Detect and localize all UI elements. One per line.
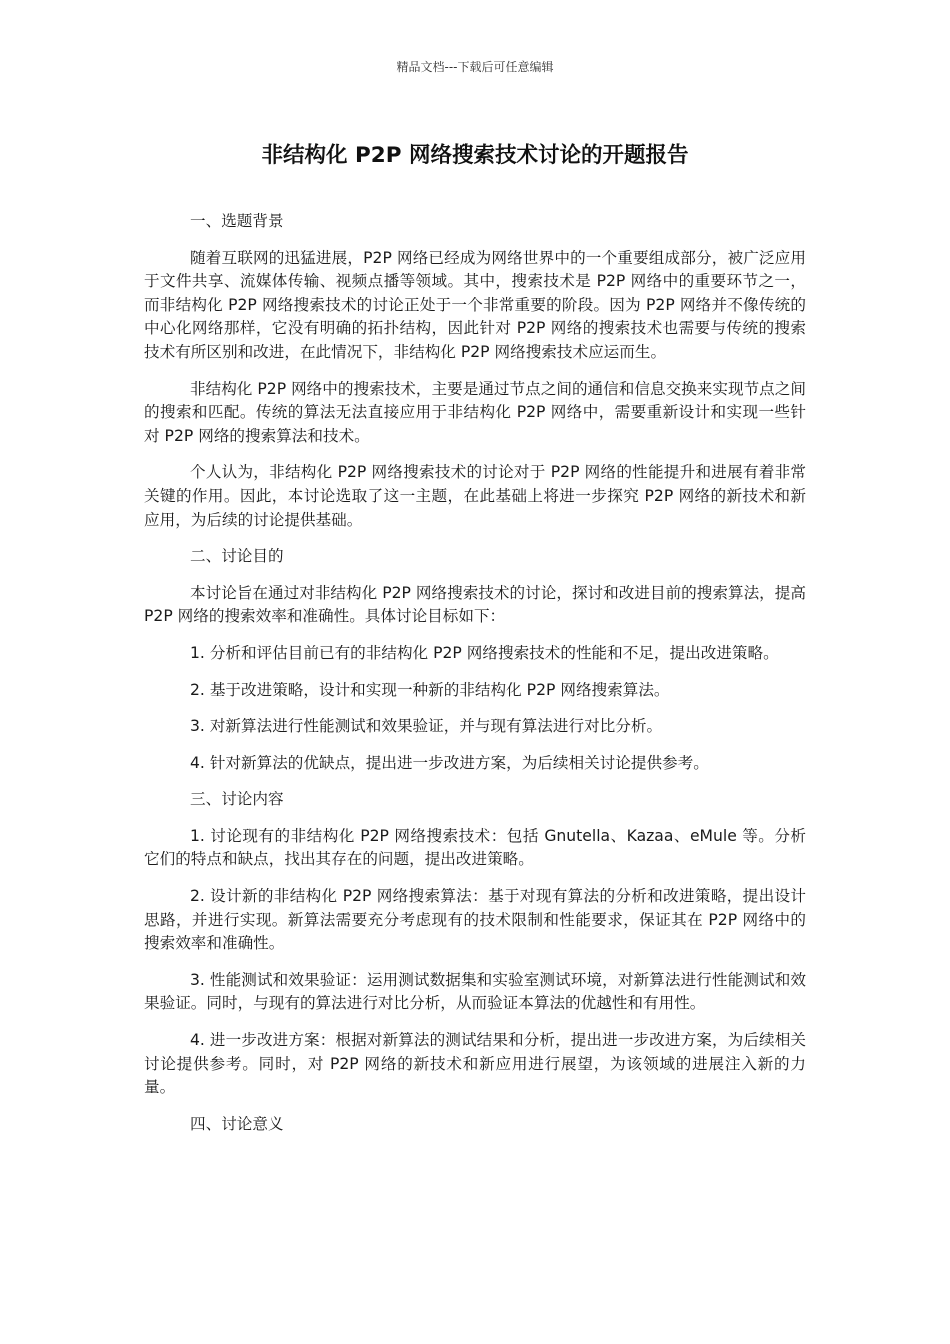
list-item-purpose-3: 3. 对新算法进行性能测试和效果验证，并与现有算法进行对比分析。 (190, 717, 663, 736)
list-item-purpose-4: 4. 针对新算法的优缺点，提出进一步改进方案，为后续相关讨论提供参考。 (190, 753, 709, 772)
document-title: 非结构化 P2P 网络搜索技术讨论的开题报告 (261, 143, 689, 168)
list-item-content-1: 1. 讨论现有的非结构化 P2P 网络搜索技术：包括 Gnutella、Kazaa、eMule 等。分析它们的特点和缺点，找出其存在的问题，提出改进策略。 (144, 826, 806, 869)
section-heading-content: 三、讨论内容 (190, 790, 284, 809)
paragraph-background-3: 个人认为，非结构化 P2P 网络搜索技术的讨论对于 P2P 网络的性能提升和进展有着非常关键的作用。因此，本讨论选取了这一主题，在此基础上将进一步探究 P2P 网络的新技术和新应用，为后续的讨论提供基础。 (144, 463, 806, 529)
section-heading-background: 一、选题背景 (190, 212, 284, 230)
list-item-content-2: 2. 设计新的非结构化 P2P 网络搜索算法：基于对现有算法的分析和改进策略，提出设计思路，并进行实现。新算法需要充分考虑现有的技术限制和性能要求，保证其在 P2P 网络中的搜索效率和准确性。 (144, 887, 806, 953)
list-item-content-3: 3. 性能测试和效果验证：运用测试数据集和实验室测试环境，对新算法进行性能测试和效果验证。同时，与现有的算法进行对比分析，从而验证本算法的优越性和有用性。 (144, 970, 806, 1013)
header-note: 精品文档---下载后可任意编辑 (396, 60, 554, 74)
list-item-content-4: 4. 进一步改进方案：根据对新算法的测试结果和分析，提出进一步改进方案，为后续相关讨论提供参考。同时，对 P2P 网络的新技术和新应用进行展望，为该领域的进展注入新的力量。 (144, 1031, 806, 1097)
section-heading-significance: 四、讨论意义 (190, 1114, 284, 1133)
paragraph-background-1: 随着互联网的迅猛进展，P2P 网络已经成为网络世界中的一个重要组成部分，被广泛应用于文件共享、流媒体传输、视频点播等领域。其中，搜索技术是 P2P 网络中的重要环节之一，而非结构化 P2P 网络搜索技术的讨论正处于一个非常重要的阶段。因为 P2P 网络并不像传统的中心化网络那样，它没有明确的拓扑结构，因此针对 P2P 网络的搜索技术也需要与传统的搜索技术有所区别和改进，在此情况下，非结构化 P2P 网络搜索技术应运而生。 (144, 248, 806, 361)
paragraph-background-2: 非结构化 P2P 网络中的搜索技术，主要是通过节点之间的通信和信息交换来实现节点之间的搜索和匹配。传统的算法无法直接应用于非结构化 P2P 网络中，需要重新设计和实现一些针对 P2P 网络的搜索算法和技术。 (144, 379, 806, 445)
section-heading-purpose: 二、讨论目的 (190, 547, 284, 566)
list-item-purpose-2: 2. 基于改进策略，设计和实现一种新的非结构化 P2P 网络搜索算法。 (190, 680, 670, 699)
paragraph-purpose-intro: 本讨论旨在通过对非结构化 P2P 网络搜索技术的讨论，探讨和改进目前的搜索算法，提高 P2P 网络的搜索效率和准确性。具体讨论目标如下： (144, 583, 806, 626)
document-body (144, 210, 806, 1149)
list-item-purpose-1: 1. 分析和评估目前已有的非结构化 P2P 网络搜索技术的性能和不足，提出改进策略。 (190, 643, 779, 662)
